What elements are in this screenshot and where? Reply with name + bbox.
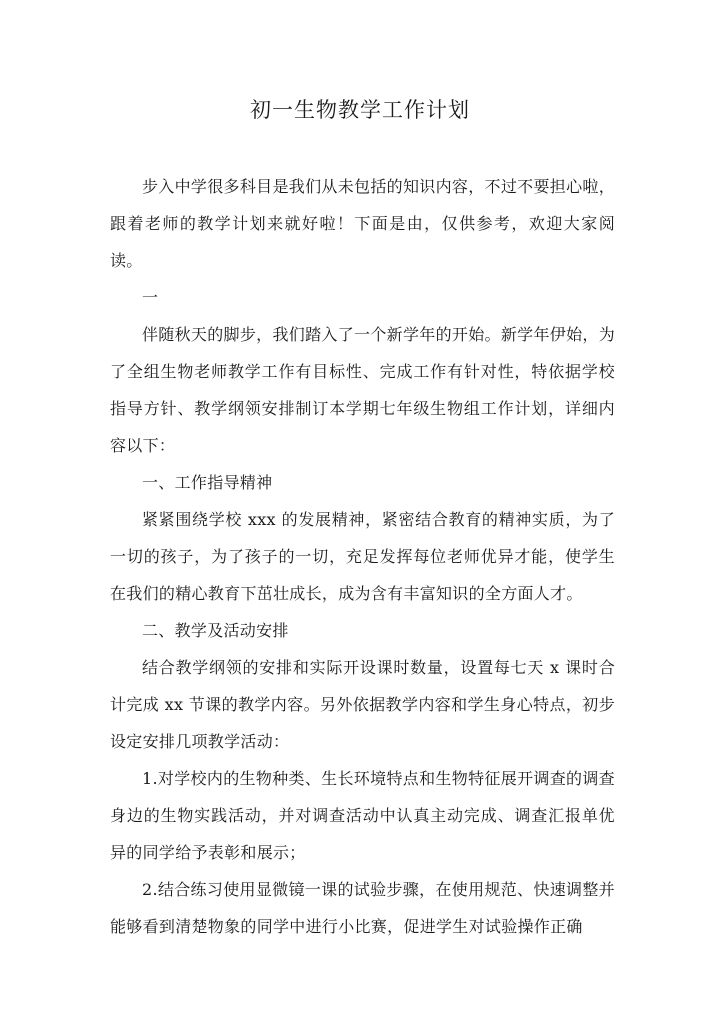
section-marker: 一 (142, 288, 159, 307)
activity-item-1: 1.对学校内的生物种类、生长环境特点和生物特征展开调查的调查身边的生物实践活动，并对调查活动中认真主动完成、调查汇报单优异的同学给予表彰和展示； (110, 769, 615, 862)
guiding-spirit-paragraph: 紧紧围绕学校 xxx 的发展精神，紧密结合教育的精神实质，为了一切的孩子，为了孩子的一切，充足发挥每位老师优异才能，使学生在我们的精心教育下茁壮成长，成为含有丰富知识的全方面人才。 (110, 510, 615, 603)
intro-paragraph: 步入中学很多科目是我们从未包括的知识内容，不过不要担心啦，跟着老师的教学计划来就好啦！下面是由，仅供参考，欢迎大家阅读。 (110, 177, 615, 270)
section-heading-guiding-spirit: 一、工作指导精神 (142, 473, 273, 492)
document-body (110, 168, 615, 945)
teaching-activities-paragraph: 结合教学纲领的安排和实际开设课时数量，设置每七天 x 课时合计完成 xx 节课的教学内容。另外依据教学内容和学生身心特点，初步设定安排几项教学活动： (110, 658, 615, 751)
activity-item-2: 2.结合练习使用显微镜一课的试验步骤，在使用规范、快速调整并能够看到清楚物象的同学中进行小比赛，促进学生对试验操作正确 (110, 880, 615, 936)
document-title: 初一生物教学工作计划 (250, 98, 470, 122)
section-heading-teaching-activities: 二、教学及活动安排 (142, 621, 289, 640)
opening-paragraph: 伴随秋天的脚步，我们踏入了一个新学年的开始。新学年伊始，为了全组生物老师教学工作有目标性、完成工作有针对性，特依据学校指导方针、教学纲领安排制订本学期七年级生物组工作计划，详细内容以下： (110, 325, 615, 455)
